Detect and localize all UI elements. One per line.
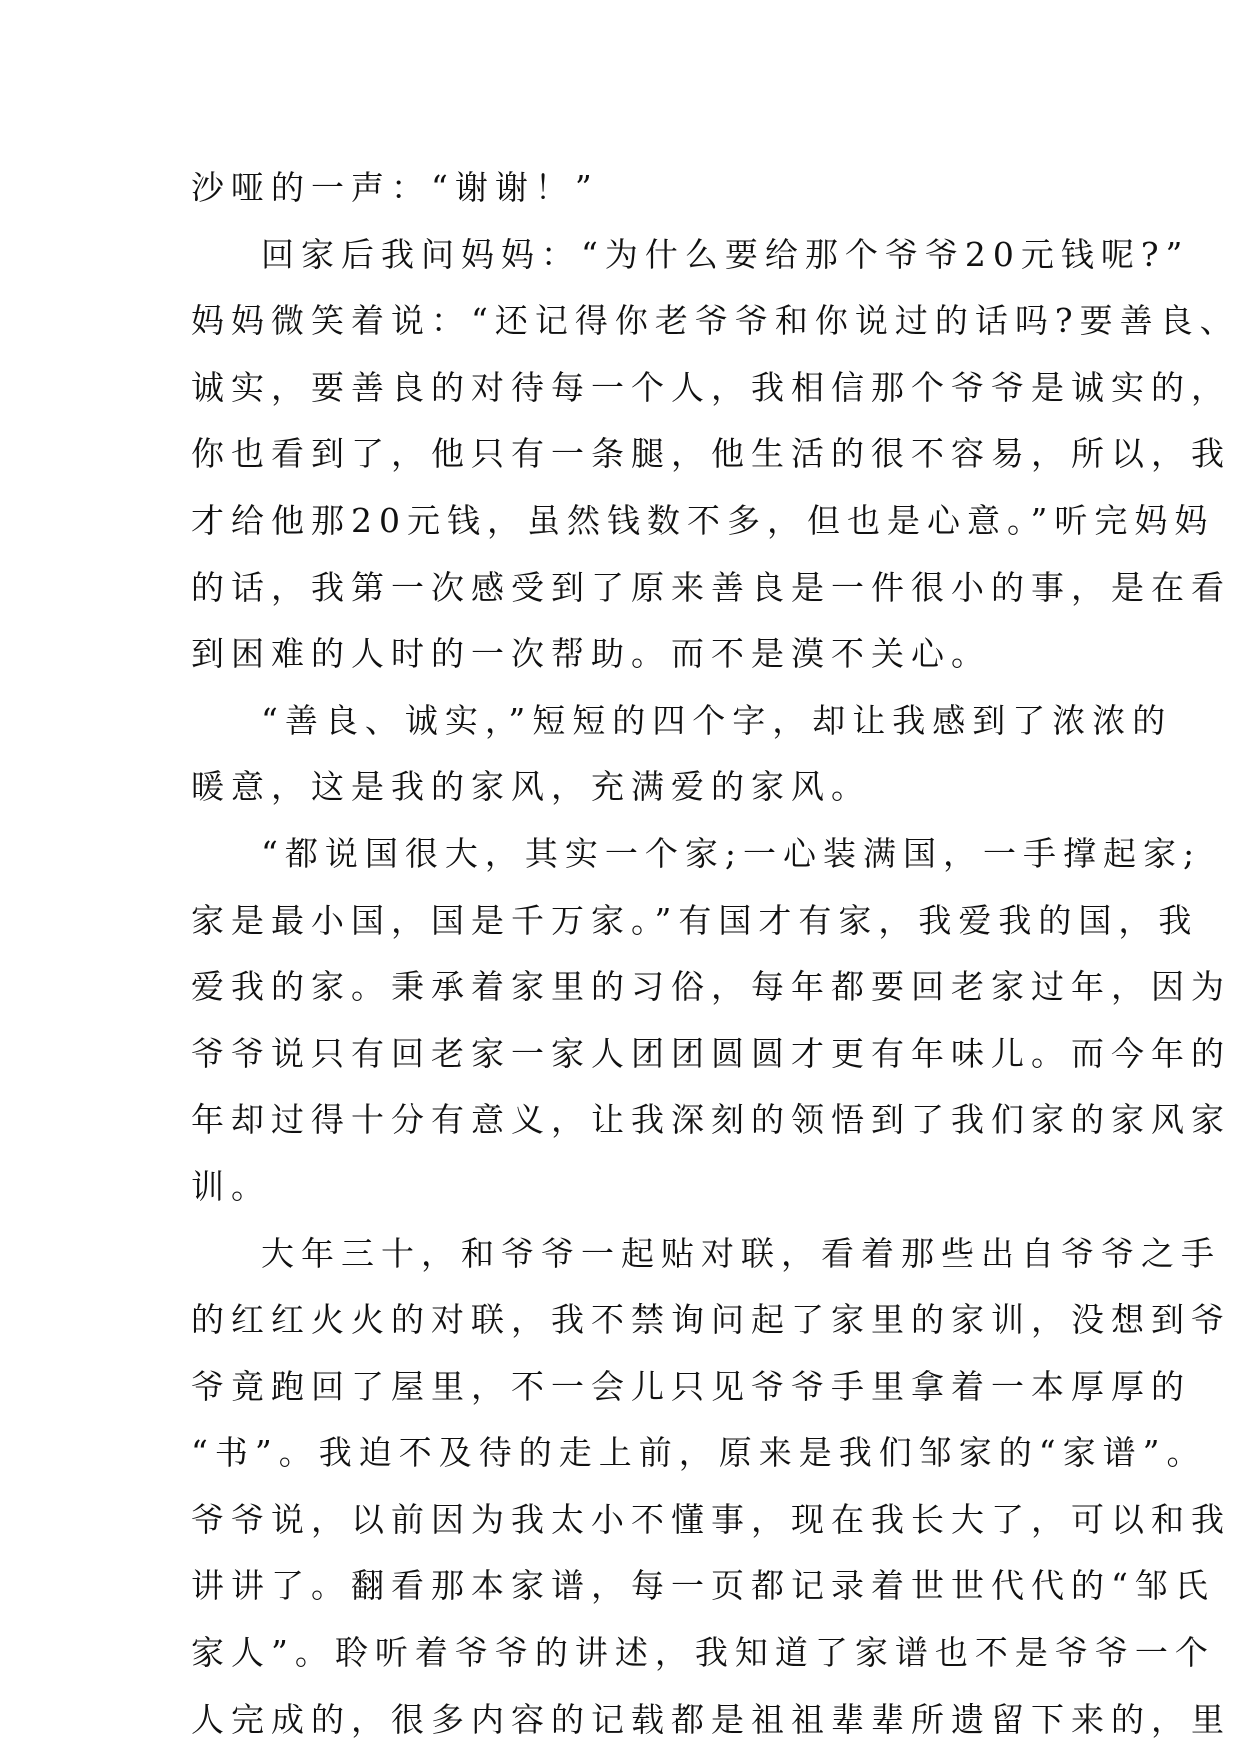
text-line: 家人”。聆听着爷爷的讲述，我知道了家谱也不是爷爷一个 — [191, 1633, 1215, 1673]
text-line: “都说国很大，其实一个家;一心装满国，一手撑起家; — [261, 833, 1202, 873]
text-line: 暖意，这是我的家风，充满爱的家风。 — [191, 767, 871, 807]
text-line: 才给他那20元钱，虽然钱数不多，但也是心意。”听完妈妈 — [191, 500, 1215, 540]
text-line: “书”。我迫不及待的走上前，原来是我们邹家的“家谱”。 — [191, 1433, 1207, 1473]
text-line: 训。 — [191, 1166, 271, 1206]
text-line: 爷爷说只有回老家一家人团团圆圆才更有年味儿。而今年的 — [191, 1033, 1231, 1073]
text-line: 妈妈微笑着说：“还记得你老爷爷和你说过的话吗?要善良、 — [191, 301, 1240, 341]
text-line: 人完成的，很多内容的记载都是祖祖辈辈所遗留下来的，里 — [191, 1699, 1231, 1739]
body-text — [191, 155, 1240, 1753]
text-line: 爷爷说，以前因为我太小不懂事，现在我长大了，可以和我 — [191, 1499, 1231, 1539]
text-line: 的话，我第一次感受到了原来善良是一件很小的事，是在看 — [191, 567, 1231, 607]
text-line: 家是最小国，国是千万家。”有国才有家，我爱我的国，我 — [191, 900, 1199, 940]
text-line: 你也看到了，他只有一条腿，他生活的很不容易，所以，我 — [191, 434, 1231, 474]
text-line: 到困难的人时的一次帮助。而不是漠不关心。 — [191, 634, 991, 674]
text-line: 回家后我问妈妈：“为什么要给那个爷爷20元钱呢?” — [261, 234, 1190, 274]
text-line: 爷竟跑回了屋里，不一会儿只见爷爷手里拿着一本厚厚的 — [191, 1366, 1191, 1406]
text-line: 沙哑的一声：“谢谢！” — [191, 168, 599, 207]
text-line: 讲讲了。翻看那本家谱，每一页都记录着世世代代的“邹氏 — [191, 1566, 1215, 1606]
text-line: 的红红火火的对联，我不禁询问起了家里的家训，没想到爷 — [191, 1300, 1231, 1340]
text-line: 诚实，要善良的对待每一个人，我相信那个爷爷是诚实的， — [191, 367, 1231, 407]
text-line: “善良、诚实，”短短的四个字，却让我感到了浓浓的 — [261, 700, 1173, 740]
text-line: 年却过得十分有意义，让我深刻的领悟到了我们家的家风家 — [191, 1100, 1231, 1140]
text-line: 大年三十，和爷爷一起贴对联，看着那些出自爷爷之手 — [261, 1233, 1221, 1273]
text-line: 爱我的家。秉承着家里的习俗，每年都要回老家过年，因为 — [191, 967, 1231, 1007]
